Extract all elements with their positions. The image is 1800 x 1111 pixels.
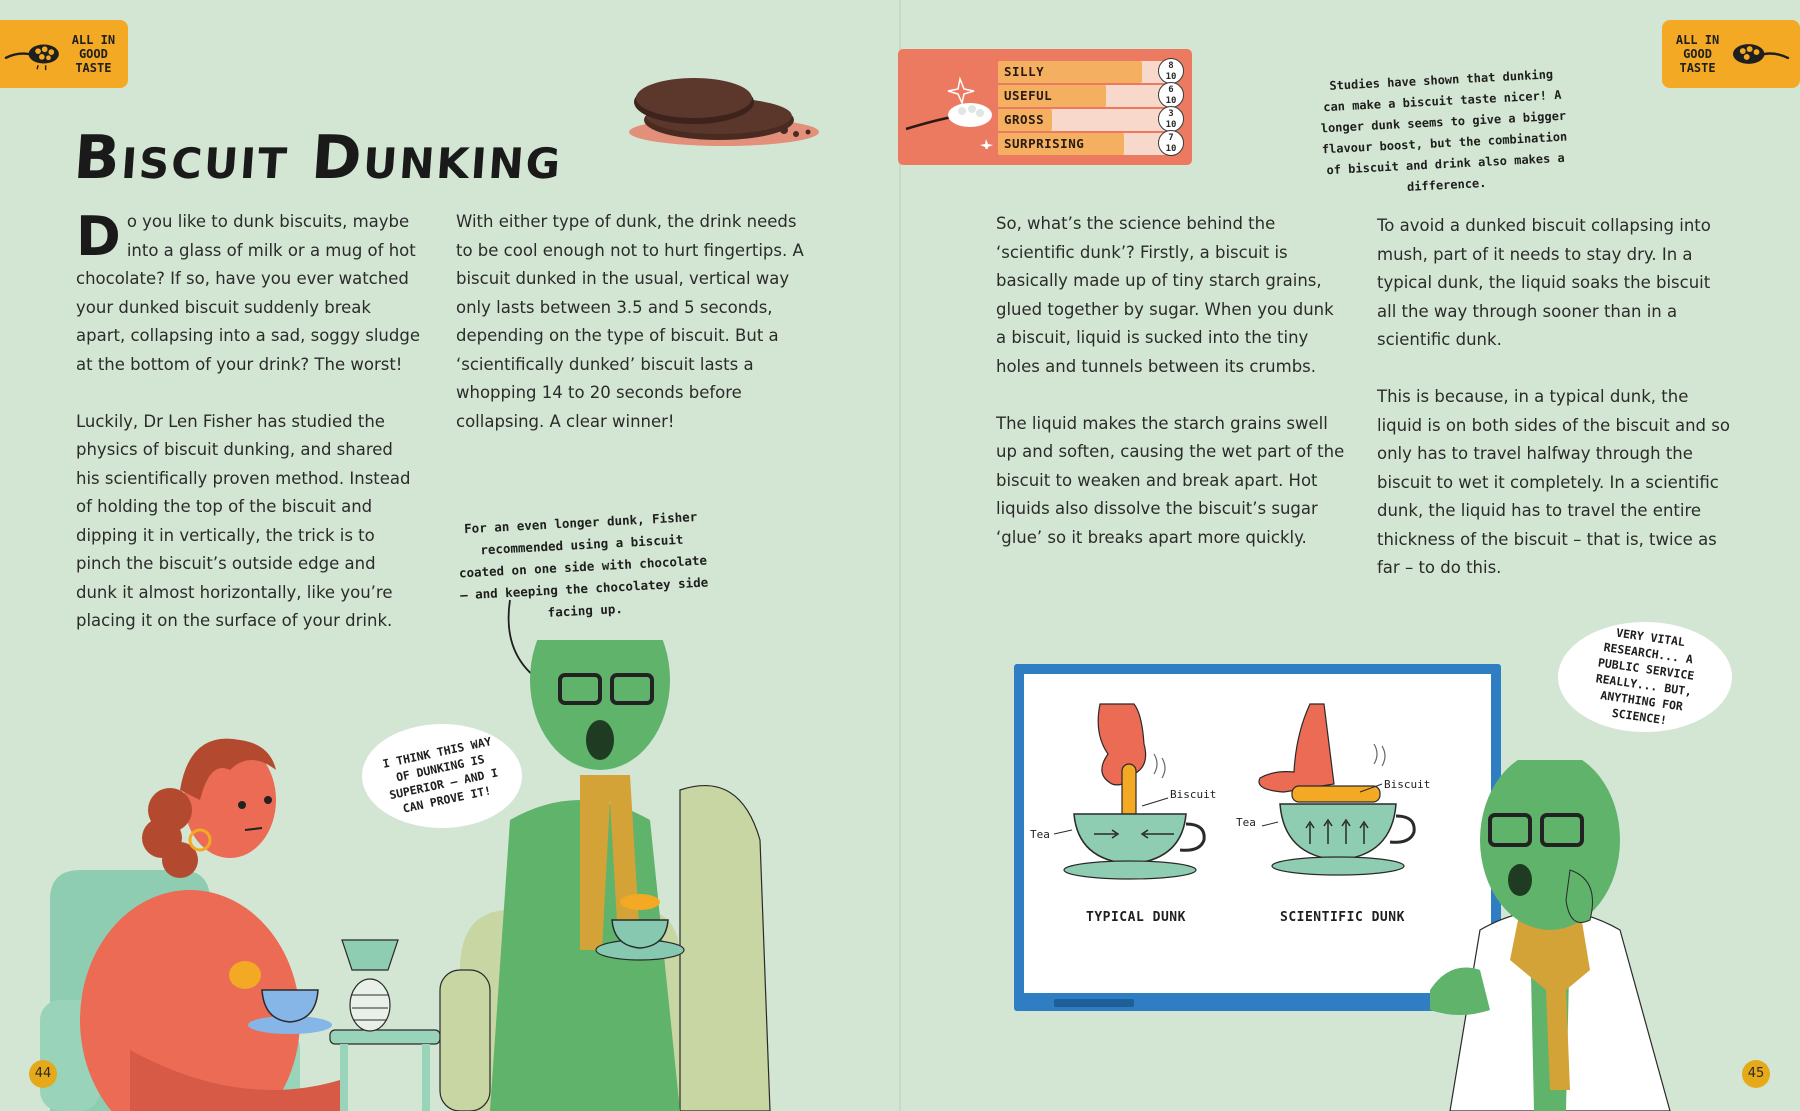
- side-note-left: For an even longer dunk, Fisher recommended using a biscuit coated on one side with chocolate – and keeping the chocolatey side facing up.: [458, 508, 709, 620]
- rating-row-gross: [998, 109, 1178, 131]
- speech-text: I THINK THIS WAY OF DUNKING IS SUPERIOR – AND I CAN PROVE IT!: [381, 734, 500, 816]
- spoon-icon: [4, 36, 61, 72]
- rating-row-surprising: [998, 133, 1178, 155]
- biscuit-label-scientific: Biscuit: [1384, 778, 1431, 791]
- rating-label: SILLY: [1004, 64, 1045, 79]
- page-gutter: [899, 0, 901, 1111]
- rating-score: 8 10: [1158, 58, 1184, 84]
- rating-score: 7 10: [1158, 130, 1184, 156]
- paragraph: This is because, in a typical dunk, the liquid is on both sides of the biscuit and so only has to travel halfway through the biscuit to wet it completely. In a scientific dunk, the liquid has to travel the entire thickness of the biscuit – that is, twice as far – to do this.: [1377, 387, 1730, 577]
- rating-row-useful: [998, 85, 1178, 107]
- paragraph: The liquid makes the starch grains swell up and soften, causing the wet part of the biscuit to weaken and break apart. Hot liquids also dissolve the biscuit’s sugar ‘glue’ so it breaks apart more quickly.: [996, 413, 1345, 547]
- tea-label-typical: Tea: [1030, 828, 1050, 841]
- rating-label: USEFUL: [1004, 88, 1053, 103]
- marker-tray: [1054, 999, 1134, 1007]
- speech-text: VERY VITAL RESEARCH... A PUBLIC SERVICE REALLY... BUT, ANYTHING FOR SCIENCE!: [1594, 625, 1696, 728]
- page-number-right: 45: [1742, 1060, 1770, 1088]
- page-number-left: 44: [29, 1060, 57, 1088]
- tea-label-scientific: Tea: [1236, 816, 1256, 829]
- rating-score: 3 10: [1158, 106, 1184, 132]
- body-column-4: [1377, 212, 1731, 583]
- paragraph: With either type of dunk, the drink needs to be cool enough not to hurt fingertips. A biscuit dunked in the usual, vertical way only lasts between 3.5 and 5 seconds, depending on the type of biscuit. But a ‘scientifically dunked’ biscuit lasts a whopping 14 to 20 seconds before collapsing. A clear winner!: [456, 212, 804, 431]
- paragraph: To avoid a dunked biscuit collapsing into mush, part of it needs to stay dry. In a typical dunk, the liquid soaks the biscuit all the way through sooner than in a scientific dunk.: [1377, 216, 1711, 349]
- rating-row-silly: [998, 61, 1178, 83]
- page-title: Biscuit Dunking: [71, 123, 566, 193]
- typical-dunk-caption: TYPICAL DUNK: [1086, 910, 1186, 925]
- side-note-right: Studies have shown that dunking can make a biscuit taste nicer! A longer dunk seems to give a bigger flavour boost, but the combination of biscuit and drink also makes a difference.: [1320, 67, 1568, 194]
- drop-cap: D: [76, 205, 121, 268]
- paragraph: [76, 205, 420, 379]
- paragraph: Luckily, Dr Len Fisher has studied the physics of biscuit dunking, and shared his scientifically proven method. Instead of holding the top of the biscuit and dipping it in vertically, the trick is to pinch the biscuit’s outside edge and dunk it almost horizontally, like you’re placing it on the surface of your drink.: [76, 411, 411, 630]
- body-column-1: [76, 205, 420, 636]
- body-column-3: [996, 210, 1346, 552]
- section-tab-label: ALL IN GOOD TASTE: [1675, 33, 1720, 75]
- paragraph-text: o you like to dunk biscuits, maybe into a glass of milk or a mug of hot chocolate? If so, have you ever watched your dunked biscuit suddenly break apart, collapsing into a sad, soggy sludge at the bottom of your drink? The worst!: [76, 212, 420, 374]
- rating-label: GROSS: [1004, 112, 1045, 127]
- scientific-dunk-caption: SCIENTIFIC DUNK: [1280, 910, 1405, 925]
- spoon-icon: [902, 69, 998, 149]
- body-column-2: [456, 208, 818, 436]
- paragraph: So, what’s the science behind the ‘scientific dunk’? Firstly, a biscuit is basically made up of tiny starch grains, glued together by sugar. When you dunk a biscuit, liquid is sucked into the tiny holes and tunnels between its crumbs.: [996, 214, 1334, 376]
- spoon-icon: [1731, 36, 1790, 72]
- section-tab-label: ALL IN GOOD TASTE: [71, 33, 116, 75]
- section-tab-right: [1662, 20, 1800, 88]
- characters-armchairs-illustration: [40, 640, 840, 1111]
- speech-bubble-right: [1558, 622, 1732, 732]
- rating-label: SURPRISING: [1004, 136, 1085, 151]
- biscuit-label-typical: Biscuit: [1170, 788, 1217, 801]
- chocolate-biscuits-illustration: [624, 72, 834, 162]
- rating-card: [898, 49, 1192, 165]
- section-tab-left: [0, 20, 128, 88]
- rating-score: 6 10: [1158, 82, 1184, 108]
- scientist-illustration: [1370, 760, 1730, 1111]
